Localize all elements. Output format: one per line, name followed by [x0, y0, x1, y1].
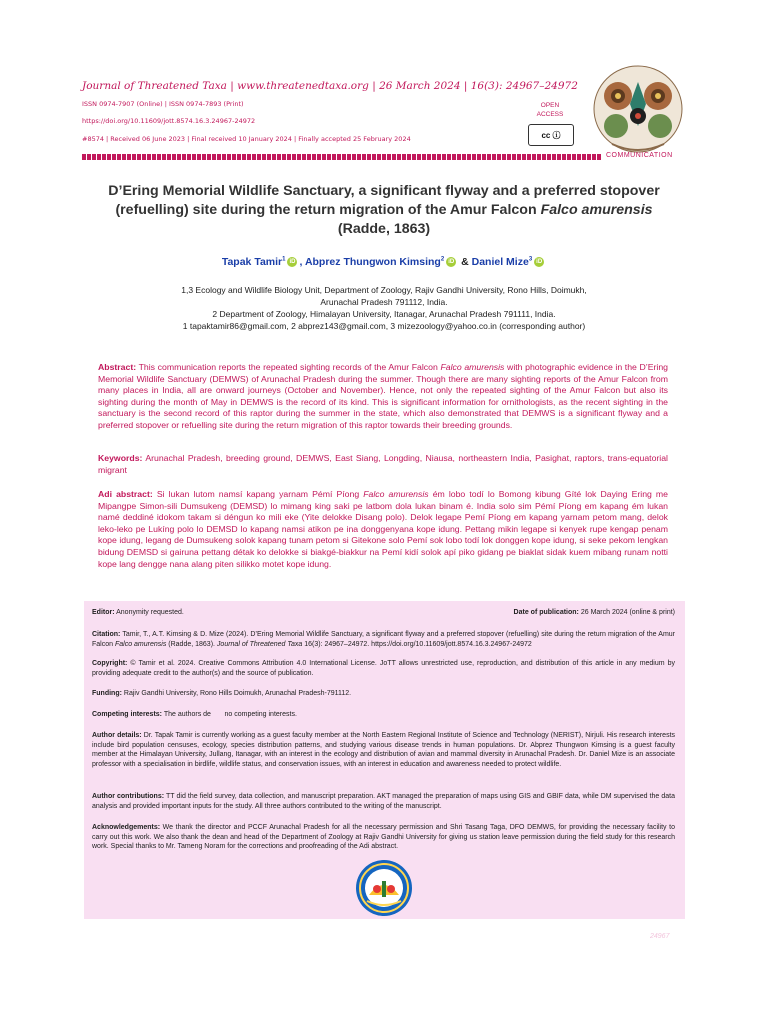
issn-line: ISSN 0974-7907 (Online) | ISSN 0974-7893 (Print)	[82, 100, 244, 108]
author-sup: 2	[440, 256, 445, 263]
section-label: COMMUNICATION	[606, 152, 673, 159]
adi-abstract	[98, 489, 668, 570]
funding	[92, 689, 675, 699]
copyright	[92, 659, 675, 678]
journal-citation-line: Journal of Threatened Taxa | www.threatenedtaxa.org | 26 March 2024 | 16(3): 24967–24972	[82, 80, 578, 92]
orcid-icon[interactable]: iD	[289, 259, 296, 266]
open-access-word-1: OPEN	[540, 102, 560, 109]
citation-text: (Radde, 1863).	[166, 640, 217, 648]
copyright-text: © Tamir et al. 2024. Creative Commons Attribution 4.0 International License. JoTT allows unrestricted use, reproduction, and distribution of this article in any medium by providing adequate credit to the author(s) and the source of publication.	[92, 660, 675, 677]
competing-interests	[92, 710, 675, 720]
abstract-species: Falco amurensis	[440, 362, 505, 372]
citation-species: Falco amurensis	[114, 640, 167, 648]
affiliations	[100, 284, 668, 332]
acknowledgements-text: We thank the director and PCCF Arunachal Pradesh for all the necessary permission and Shri Tasang Taga, DFO DEMWS, for providing the necessary facility to carry out this work. We also thank the dean and head of the Department of Zoology at Rajiv Gandhi University for giving us station leave permission during the field study for this research work. Special thanks to Mr. Tameng Noram for the corrections and proofreading of the Adi abstract.	[92, 824, 675, 851]
editor-label: Editor:	[92, 609, 115, 616]
author-emails: 1 tapaktamir86@gmail.com, 2 abprez143@gmail.com, 3 mizezoology@yahoo.co.in (corresponding author)	[182, 321, 586, 331]
affiliation-line: 1,3 Ecology and Wildlife Biology Unit, Department of Zoology, Rajiv Gandhi University, Rono Hills, Doimukh,	[181, 285, 587, 295]
title-authority: (Radde, 1863)	[337, 221, 431, 237]
pubdate-label: Date of publication:	[513, 609, 579, 616]
author-sup: 1	[282, 256, 286, 263]
acknowledgements	[92, 823, 675, 852]
author-list: Tapak Tamir$^1$ iD , Abprez Thungwon Kimsing$^2$ iD & Daniel Mize$^3$ iD	[221, 256, 543, 268]
contributions-label: Author contributions:	[92, 793, 165, 800]
creative-commons-icon[interactable]: cc ⓘ	[528, 124, 574, 146]
adi-abstract-text: Si lukan lutom namsí kapang yarnam Pémí Píong	[152, 489, 364, 499]
keywords	[98, 453, 668, 476]
keywords-label: Keywords:	[98, 453, 143, 463]
funding-text: Rajiv Gandhi University, Rono Hills Doimukh, Arunachal Pradesh-791112.	[121, 690, 352, 697]
acknowledgements-label: Acknowledgements:	[92, 824, 161, 831]
publication-date	[514, 608, 675, 618]
funding-label: Funding:	[92, 690, 122, 697]
abstract-text: with photographic evidence in the D’Ering Memorial Wildlife Sanctuary (DEMWS) of Arunachal Pradesh during the summer. Though there are many sighting reports of the Amur Falcon from many places in India, all are onward journeys (October and November). Hence, not only the repeated sighting of the Amur Falcon but also its sighting during the month of May in DEMWS is the record of its kind. This is significant information for ornithologists, as the recent sighting in the sanctuary is the second record of this raptor during the summer in the state, which also demonstrated that DEMWS is a significant flyway and a preferred stopover or refuelling site during the return migration of this raptor towards their breeding grounds.	[98, 362, 669, 430]
university-emblem-icon	[355, 859, 413, 917]
open-access-label	[520, 101, 580, 119]
citation-journal: Journal of Threatened Taxa	[216, 640, 303, 648]
author-separator: &	[461, 256, 469, 268]
author-contributions	[92, 792, 675, 811]
open-access-word-2: ACCESS	[536, 111, 564, 118]
citation-doi[interactable]: 16(3): 24967–24972. https://doi.org/10.11609/jott.8574.16.3.24967-24972	[302, 640, 532, 648]
author-details-text: Dr. Tapak Tamir is currently working as a guest faculty member at the North Eastern Regional Institute of Science and Technology (NERIST), Nirjuli. His research interests include bird population censuses, ecology, species distribution patterns, and studying various disease trends in human populations. Dr. Abprez Thungwon Kimsing is a guest faculty member at the Himalayan University, Jullang, Itanagar, with an interest in the ecology and distribution of avian and mammal diversity in Arunachal Pradesh. Dr. Daniel Mize is an associate professor with a specialisation in birdlife, wildlife status, and conservation issues, with an interest in education and awareness needed to protect wildlife.	[92, 732, 676, 768]
author-name: Abprez Thungwon Kimsing	[304, 256, 441, 268]
journal-logo-icon	[592, 64, 684, 154]
competing-label: Competing interests:	[92, 711, 163, 718]
author-details	[92, 731, 675, 769]
contributions-text: TT did the field survey, data collection, and manuscript preparation. AKT managed the preparation of maps using GIS and GBIF data, while DM supervised the data analysis and provided important inputs for the study. All three authors contributed to the writing of the manuscript.	[92, 793, 675, 810]
editor-value: Anonymity requested.	[114, 609, 184, 616]
copyright-label: Copyright:	[92, 660, 128, 667]
keywords-text: Arunachal Pradesh, breeding ground, DEMWS, East Siang, Longding, Niausa, northeastern India, Pasighat, raptors, trans-equatorial migrant	[98, 453, 668, 475]
section-divider	[82, 154, 602, 160]
affiliation-line: 2 Department of Zoology, Himalayan University, Itanagar, Arunachal Pradesh 791111, India.	[212, 309, 556, 319]
author-sup: 3	[528, 256, 533, 263]
author-details-label: Author details:	[92, 732, 142, 739]
title-text: D’Ering Memorial Wildlife Sanctuary, a significant flyway and a preferred stopover (refuelling) site during the return migration of the Amur Falcon	[108, 183, 660, 218]
adi-abstract-label: Adi abstract:	[98, 489, 153, 499]
affiliation-line: Arunachal Pradesh 791112, India.	[320, 297, 448, 307]
abstract-text: This communication reports the repeated sighting records of the Amur Falcon	[136, 362, 441, 372]
author-name: Tapak Tamir	[221, 256, 283, 268]
citation	[92, 630, 675, 649]
article-title	[100, 182, 668, 239]
editor-row	[92, 608, 675, 618]
adi-abstract-species: Falco amurensis	[363, 489, 429, 499]
citation-text: Tamir, T., A.T. Kimsing & D. Mize (2024). D’Ering Memorial Wildlife Sanctuary, a significant flyway and a preferred stopover (refuelling) site during the return migration of the Amur Falcon	[92, 631, 675, 648]
abstract-label: Abstract:	[98, 362, 137, 372]
author-name: Daniel Mize	[471, 256, 529, 268]
abstract	[98, 362, 668, 432]
orcid-icon[interactable]: iD	[448, 259, 455, 266]
received-dates-line: #8574 | Received 06 June 2023 | Final received 10 January 2024 | Finally accepted 25 February 2024	[82, 135, 411, 143]
page-number: 24967	[650, 933, 670, 940]
pubdate-value: 26 March 2024 (online & print)	[578, 609, 675, 616]
citation-label: Citation:	[92, 631, 121, 638]
doi-link[interactable]: https://doi.org/10.11609/jott.8574.16.3.24967-24972	[82, 117, 256, 125]
competing-text: The authors de no competing interests.	[162, 711, 297, 718]
adi-abstract-text: ém lobo todí lo Bomong kibung Gíté lok Daying Ering me Mipangpe Simon-sili Dumsukeng (DEMSD) lo mimang king saki pe latbom dola lukan binam é. India solo sim Pémí Píong em kapang ém lukan namé deddiné idokom takam si déngun ko mili eke (Yite delokke Disang polo). Delok legape Pemí Píong em kapang yarnam petom mang, delok leko-leko pe Lukíng polo lo DEMSD lo kapang namsi atikon pe ina donggenyana kope idung. Pettang mikin legape si kenyek rupe kengap penam kope idung, legang de Dumsukeng solok kapang tunam petom si Gitekone solo Pemí sok lobo todí lok donggen kope idung, si seke pekom lengkan bidung DEMSD si gairuna pettang détak ko delokke si biakgé-biakkur na Pemí kidí solok apí piko gidang pe biaklat sidak kuem mibang runam notti kope lang dengge nana alang piten silikko motet kope idung.	[98, 489, 668, 569]
orcid-icon[interactable]: iD	[536, 259, 543, 266]
title-species: Falco amurensis	[540, 202, 653, 218]
